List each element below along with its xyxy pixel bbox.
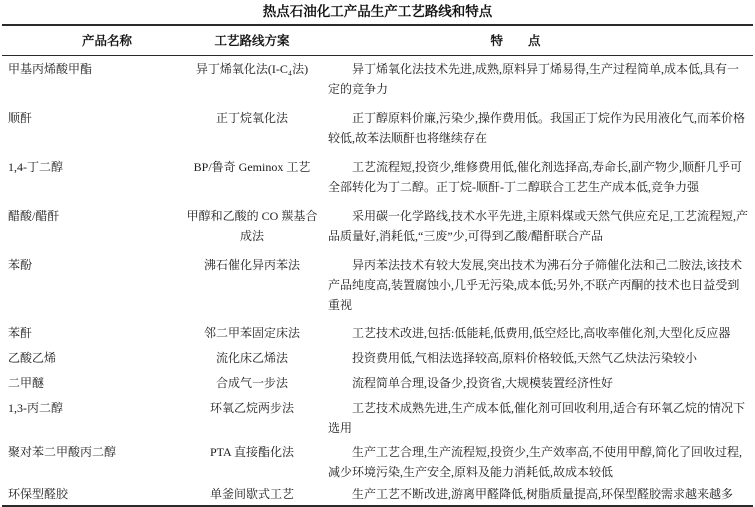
table-row [2, 56, 753, 106]
features-text: 异丁烯氧化法技术先进,成熟,原料异丁烯易得,生产过程简单,成本低,具有一定的竞争力 [328, 62, 740, 96]
product-name: 1,3-丙二醇 [8, 401, 63, 415]
product-name: 顺酐 [8, 111, 33, 125]
route-name: BP/鲁奇 Geminox 工艺 [193, 160, 311, 174]
route-name: 合成气一步法 [215, 376, 288, 390]
product-name: 苯酐 [8, 326, 33, 340]
features-text: 工艺技术改进,包括:低能耗,低费用,低空烃比,高收率催化剂,大型化反应器 [352, 326, 731, 340]
features-text: 生产工艺合理,生产流程短,投资少,生产效率高,不使用甲醇,简化了回收过程,减少环境污染,生产安全,原料及能力消耗低,故成本较低 [328, 445, 743, 479]
table-title: 热点石油化工产品生产工艺路线和特点 [262, 4, 493, 19]
route-name: PTA 直接酯化法 [209, 445, 295, 459]
route-name: 异丁烯氧化法(I-C₄法) [195, 62, 309, 76]
features-text: 流程简单合理,设备少,投资省,大规模装置经济性好 [352, 376, 614, 390]
features-text: 异丙苯法技术有较大发展,突出技术为沸石分子筛催化法和己二胺法,该技术产品纯度高,装置腐蚀小,几乎无污染,成本低;另外,不联产丙酮的技术也日益受到重视 [328, 258, 743, 312]
route-name: 流化床乙烯法 [215, 351, 288, 365]
features-text: 工艺技术成熟先进,生产成本低,催化剂可回收利用,适合有环氧乙烷的情况下选用 [328, 401, 746, 435]
table-row [2, 203, 753, 252]
product-name: 醋酸/醋酐 [8, 209, 60, 223]
route-name: 环氧乙烷两步法 [209, 401, 294, 415]
table-row [2, 154, 753, 203]
product-name: 乙酸乙烯 [8, 351, 57, 365]
header-features: 特 点 [328, 25, 753, 56]
route-name: 甲醇和乙酸的 CO 羰基合成法 [186, 209, 318, 243]
table-row [2, 396, 753, 441]
table-row [2, 321, 753, 346]
features-text: 生产工艺不断改进,游离甲醛降低,树脂质量提高,环保型醛胶需求越来越多 [352, 487, 734, 501]
product-name: 聚对苯二甲酸丙二醇 [8, 445, 117, 459]
features-text: 采用碳一化学路线,技术水平先进,主原料煤或天然气供应充足,工艺流程短,产品质量好,消耗低,“三废”少,可得到乙酸/醋酐联合产品 [328, 209, 749, 243]
features-text: 工艺流程短,投资少,维修费用低,催化剂选择高,寿命长,副产物少,顺酐几乎可全部转化为丁二醇。正丁烷-顺酐-丁二醇联合工艺生产成本低,竞争力强 [328, 160, 743, 194]
header-row [2, 25, 753, 56]
route-name: 单釜间歇式工艺 [209, 487, 294, 501]
table-row [2, 252, 753, 321]
table-row [2, 105, 753, 154]
features-text: 正丁醇原料价廉,污染少,操作费用低。我国正丁烷作为民用液化气,而苯价格较低,故苯法顺酐也将继续存在 [328, 111, 746, 145]
product-name: 甲基丙烯酸甲酯 [8, 62, 93, 76]
table-body [2, 56, 753, 507]
process-route-table [2, 24, 753, 507]
route-name: 邻二甲苯固定床法 [203, 326, 300, 340]
header-route-plan: 工艺路线方案 [176, 25, 328, 56]
table-header [2, 25, 753, 56]
product-name: 1,4-丁二醇 [8, 160, 63, 174]
table-row [2, 441, 753, 483]
route-name: 正丁烷氧化法 [215, 111, 288, 125]
table-row [2, 483, 753, 506]
features-text: 投资费用低,气相法选择较高,原料价格较低,天然气乙炔法污染较小 [352, 351, 698, 365]
table-row [2, 371, 753, 396]
header-product-name: 产品名称 [2, 25, 176, 56]
table-row [2, 346, 753, 371]
product-name: 环保型醛胶 [8, 487, 69, 501]
product-name: 苯酚 [8, 258, 33, 272]
product-name: 二甲醚 [8, 376, 45, 390]
route-name: 沸石催化异丙苯法 [203, 258, 300, 272]
